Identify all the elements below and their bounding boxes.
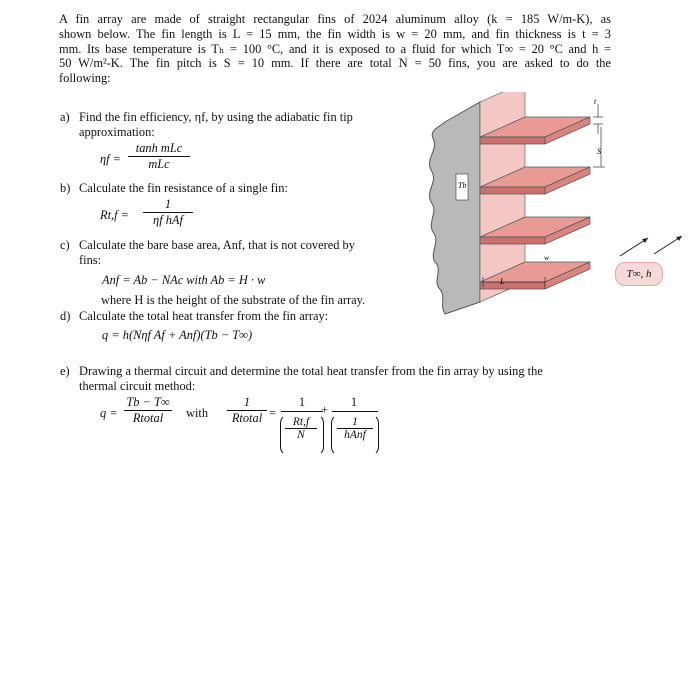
term1-bar (281, 411, 323, 412)
term2-inner-fraction (337, 416, 373, 441)
q-numerator: Tb − T∞ (124, 395, 172, 411)
intro-line-2: shown below. The fin length is L = 15 mm, the fin width is w = 20 mm, and fin thickness is t = 3 (59, 26, 611, 41)
item-d-text: Calculate the total heat transfer from the fin array: (79, 309, 329, 323)
item-a-label: a) (60, 110, 70, 124)
total-heat-equation: q = h(Nηf Af + Anf)(Tb − T∞) (102, 328, 253, 342)
item-e-text-2: thermal circuit method: (79, 379, 196, 393)
term2-inner-numerator: 1 (337, 416, 373, 429)
fin-efficiency-numerator: tanh mLc (128, 141, 190, 157)
item-e-text: Drawing a thermal circuit and determine the total heat transfer from the fin array by using the (79, 364, 543, 378)
fin-efficiency-lhs: ηf = (100, 152, 122, 166)
label-w: w (544, 253, 550, 262)
fin-resistance-fraction (143, 197, 193, 228)
label-S: S (597, 147, 601, 156)
item-c-label: c) (60, 238, 70, 252)
with-word: with (186, 406, 209, 420)
intro-line-4: 50 W/m²-K. The fin pitch is S = 10 mm. If there are total N = 50 fins, you are asked to do the (59, 56, 611, 71)
intro-line-3: mm. Its base temperature is Tₕ = 100 °C, and it is exposed to a fluid for which T∞ = 20 °C and h = (59, 41, 611, 56)
term1-inner-denominator: N (297, 429, 305, 441)
term1-inner-numerator: Rt,f (285, 416, 317, 429)
item-b-text: Calculate the fin resistance of a single fin: (79, 181, 288, 195)
q-lhs: q = (100, 406, 118, 420)
q-fraction (124, 395, 172, 426)
item-a-text-2: approximation: (79, 125, 155, 139)
flow-arrow-2-head (676, 236, 682, 241)
fin-resistance-numerator: 1 (143, 197, 193, 213)
term1-numerator: 1 (298, 395, 306, 409)
item-e-label: e) (60, 364, 70, 378)
intro-line-1: A fin array are made of straight rectangular fins of 2024 aluminum alloy (k = 185 W/m-K), as (59, 12, 611, 26)
label-t: t (594, 97, 597, 106)
fin-efficiency-denominator: mLc (148, 157, 170, 171)
plus-sign: + (321, 403, 328, 417)
equals-sign: = (269, 406, 276, 420)
term2-numerator: 1 (350, 395, 358, 409)
term2-bar (332, 411, 378, 412)
fluid-flow-arrows (610, 226, 690, 266)
bare-area-equation: Anf = Ab − NAc with Ab = H · w (102, 273, 266, 287)
item-b-label: b) (60, 181, 71, 195)
intro-paragraph (59, 12, 611, 86)
intro-line-5: following: (59, 71, 111, 86)
fin-resistance-lhs: Rt,f = (100, 208, 130, 222)
fin-array-figure (425, 92, 625, 317)
term2-inner-denominator: hAnf (344, 429, 366, 441)
q-denominator: Rtotal (132, 411, 164, 425)
inverse-rtotal-fraction (227, 395, 267, 426)
label-L: L (500, 277, 505, 286)
term1-inner-fraction (285, 416, 317, 441)
flow-arrow-1-head (642, 238, 648, 243)
fluid-label: T∞, h (615, 262, 663, 286)
substrate-wall (429, 102, 480, 314)
item-a-text: Find the fin efficiency, ηf, by using the adiabatic fin tip (79, 110, 353, 124)
item-d-label: d) (60, 309, 71, 323)
item-c-text: Calculate the bare base area, Anf, that is not covered by (79, 238, 355, 252)
bare-area-note: where H is the height of the substrate of the fin array. (101, 293, 366, 307)
label-Tb: Tb (458, 181, 467, 190)
fin-resistance-denominator: ηf hAf (153, 213, 183, 227)
item-c-text-2: fins: (79, 253, 102, 267)
fin-efficiency-fraction (128, 141, 190, 172)
inverse-rtotal-denominator: Rtotal (231, 411, 263, 425)
inverse-rtotal-numerator: 1 (227, 395, 267, 411)
